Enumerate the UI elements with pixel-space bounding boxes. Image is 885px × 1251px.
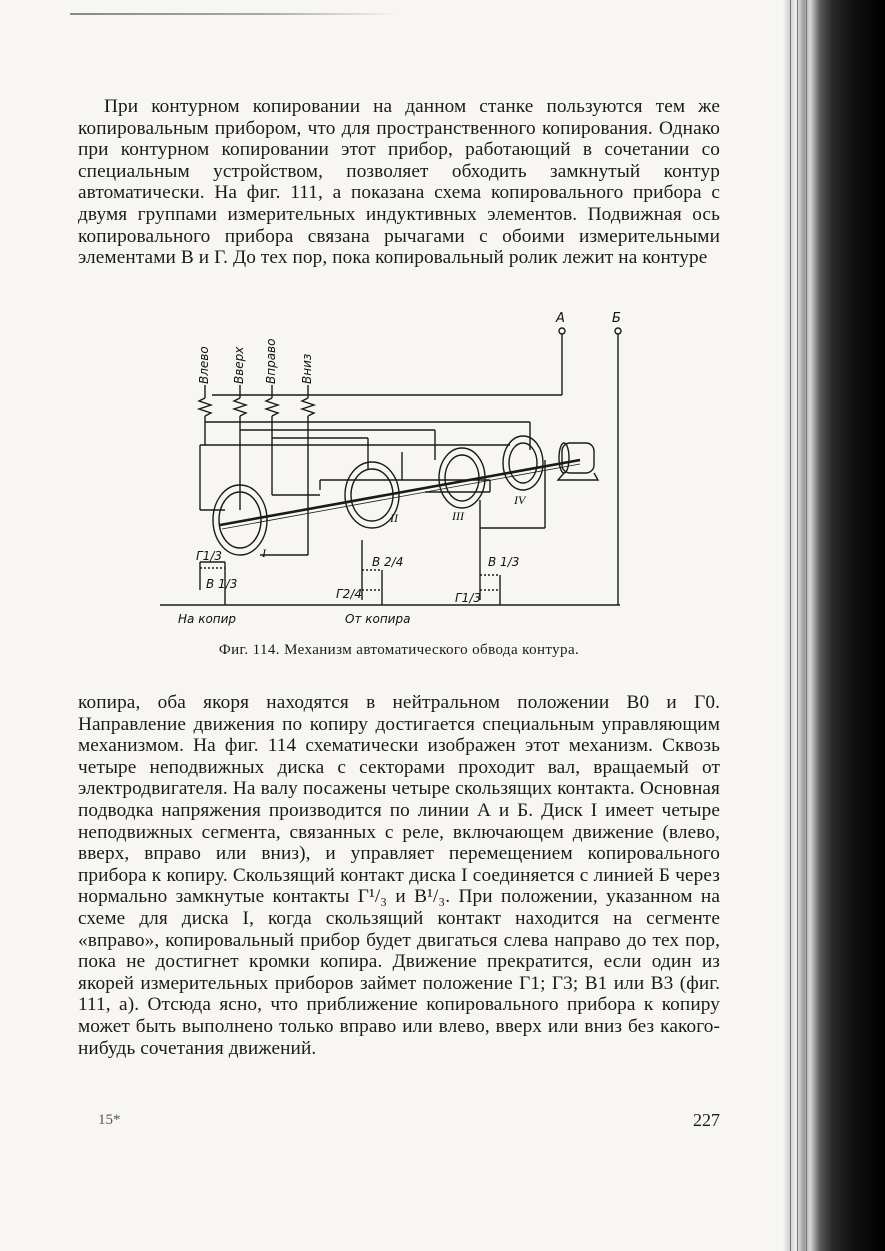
from-copier-label: От копира <box>345 612 411 626</box>
disk-1-label: I <box>262 546 266 560</box>
contact-g1-3-left-label: Г1/3 <box>196 549 222 563</box>
binding-line <box>797 0 798 1251</box>
paragraph-main: копира, оба якоря находятся в нейтральном положении В0 и Г0. Направление движения по копиру достигается специальным управляющим механизмом. На фиг. 114 схематически изображен этот механизм. Сквозь четыре неподвижных диска с секторами проходит вал, вращаемый от электродвигателя. На валу посажены четыре скользящих контакта. Основная подводка напряжения производится по линии А и Б. Диск I имеет четыре неподвижных сегмента, связанных с реле, включающем движение (влево, вверх, вправо или вниз), и управляет перемещением копировального прибора к копиру. Скользящий контакт диска I соединяется с линией Б через нормально замкнутые контакты Г¹/₃ и В¹/₃. При положении, указанном на схеме для диска I, когда скользящий контакт находится на сегменте «вправо», копировальный прибор будет двигаться слева направо до тех пор, пока не достигнет кромки копира. Движение прекратится, если один из якорей измерительных приборов займет положение Г1; Г3; В1 или В3 (фиг. 111, а). Отсюда ясно, что приближение копировального прибора к копиру может быть выполнено только вправо или влево, вверх или вниз без какого-нибудь сочетания движений. <box>78 692 720 1059</box>
shaft-edge <box>222 464 580 529</box>
contact-g1-3-right-label: Г1/3 <box>455 591 481 605</box>
relay-coil-up <box>234 398 246 416</box>
relay-coil-left <box>199 398 211 416</box>
motor-base <box>558 473 598 480</box>
terminal-a-node <box>559 328 565 334</box>
terminal-a-label: А <box>556 311 565 326</box>
top-rule <box>70 13 400 15</box>
relay-coil-right <box>266 398 278 416</box>
figure-114-diagram <box>150 300 670 630</box>
page-number: 227 <box>693 1110 720 1130</box>
motor-face <box>559 443 569 473</box>
relay-left-label: Влево <box>197 346 211 384</box>
relay-coil-down <box>302 398 314 416</box>
paragraph-intro: При контурном копировании на данном станке пользуются тем же копировальным прибором, что для пространственного копирования. Однако при контурном копировании этот прибор, работающий в сочетании со специальным устройством, позволяет обходить замкнутый контур автоматически. На фиг. 111, а показана схема копировального прибора с двумя группами измерительных индуктивных элементов. Подвижная ось копировального прибора связана рычагами с обоими измерительными элементами В и Г. До тех пор, пока копировальный ролик лежит на контуре <box>78 96 720 269</box>
terminal-b-label: Б <box>612 311 621 326</box>
schematic-svg <box>150 300 670 630</box>
figure-caption: Фиг. 114. Механизм автоматического обвода контура. <box>218 642 580 658</box>
signature-mark: 15* <box>98 1112 121 1128</box>
motor-body <box>562 443 594 473</box>
contact-v1-3-left-label: В 1/3 <box>206 577 238 591</box>
to-copier-label: На копир <box>178 612 237 626</box>
contact-v2-4-label: В 2/4 <box>372 555 404 569</box>
disk-4-inner <box>509 443 537 483</box>
relay-down-label: Вниз <box>300 353 314 384</box>
terminal-b-node <box>615 328 621 334</box>
binding-line <box>790 0 791 1251</box>
contact-g2-4-label: Г2/4 <box>336 587 362 601</box>
disk-2-label: II <box>390 511 398 525</box>
contact-v1-3-right-label: В 1/3 <box>488 555 520 569</box>
shaft <box>220 460 580 525</box>
relay-right-label: Вправо <box>264 338 278 384</box>
disk-3-label: III <box>452 509 464 523</box>
disk-4-label: IV <box>514 493 526 507</box>
relay-up-label: Вверх <box>232 346 246 384</box>
binding-line <box>806 0 807 1251</box>
